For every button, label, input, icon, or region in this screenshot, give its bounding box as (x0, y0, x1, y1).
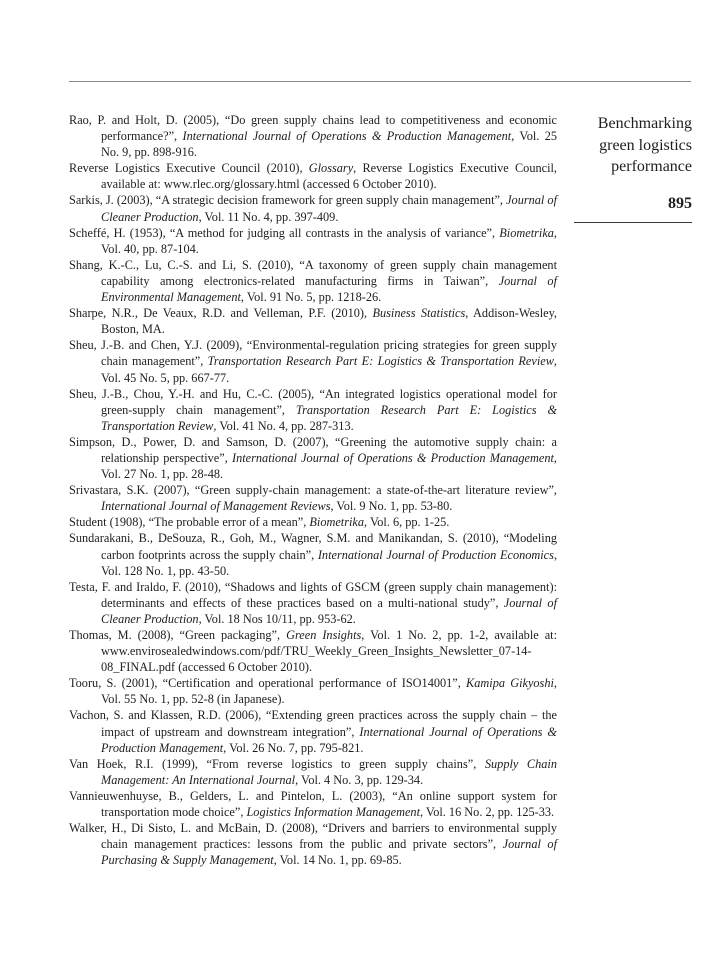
reference-entry (69, 530, 557, 578)
reference-text: Sheu, J.-B. and Chen, Y.J. (2009), “Environmental-regulation pricing strategies for green supply chain management”, (69, 338, 557, 369)
reference-text: Walker, H., Di Sisto, L. and McBain, D. (2008), “Drivers and barriers to environmental supply chain management practices: lessons from the public and private sectors”, (69, 821, 557, 852)
reference-text: Sundarakani, B., DeSouza, R., Goh, M., Wagner, S.M. and Manikandan, S. (2010), “Modeling carbon footprints across the supply chain”, (69, 531, 557, 562)
reference-text: , Vol. 6, pp. 1-25. (364, 515, 450, 530)
reference-source-title: Business Statistics (372, 306, 466, 321)
reference-text: Van Hoek, R.I. (1999), “From reverse logistics to green supply chains”, (69, 756, 485, 771)
reference-entry (69, 482, 557, 514)
reference-text: Scheffé, H. (1953), “A method for judging all contrasts in the analysis of variance”, (69, 225, 500, 240)
reference-entry (69, 707, 557, 755)
reference-source-title: Logistics Information Management (246, 805, 420, 820)
reference-entry (69, 225, 557, 257)
reference-text: , Vol. 26 No. 7, pp. 795-821. (223, 740, 364, 755)
running-title-line: Benchmarking (597, 115, 692, 132)
reference-list (69, 112, 557, 868)
reference-text: Testa, F. and Iraldo, F. (2010), “Shadows and lights of GSCM (green supply chain management): determinants and effects of these practices based on a multi-national study”, (69, 579, 557, 610)
reference-entry (69, 337, 557, 385)
reference-text: Simpson, D., Power, D. and Samson, D. (2007), “Greening the automotive supply chain: a relationship perspective”, (69, 434, 557, 465)
reference-text: , Vol. 40, pp. 87-104. (101, 225, 557, 256)
reference-entry (69, 112, 557, 160)
reference-source-title: Transportation Research Part E: Logistics & Transportation Review (207, 354, 554, 369)
reference-text: , Vol. 128 No. 1, pp. 43-50. (101, 547, 558, 578)
reference-source-title: International Journal of Operations & Production Management (232, 450, 554, 465)
reference-text: Student (1908), “The probable error of a mean”, (69, 515, 310, 530)
reference-source-title: Glossary (308, 161, 354, 176)
reference-entry (69, 820, 557, 868)
reference-text: Sheu, J.-B., Chou, Y.-H. and Hu, C.-C. (2005), “An integrated logistics operational model for green-supply chain management”, (69, 386, 557, 417)
top-rule (69, 81, 691, 82)
reference-text: Vannieuwenhuyse, B., Gelders, L. and Pintelon, L. (2003), “An online support system for transportation mode choice”, (69, 788, 557, 820)
reference-source-title: International Journal of Management Reviews (101, 499, 331, 514)
reference-text: , Vol. 1 No. 2, pp. 1-2, available at: www.envirosealedwindows.com/pdf/TRU_Weekly_Green_Insights_Newsletter_07-14-08_FINAL.pdf (accessed 6 October 2010). (101, 628, 557, 675)
reference-entry (69, 514, 557, 530)
reference-entry (69, 434, 557, 482)
reference-text: Tooru, S. (2001), “Certification and operational performance of ISO14001”, (69, 676, 467, 691)
reference-text: , Vol. 25 No. 9, pp. 898-916. (101, 129, 557, 160)
reference-source-title: International Journal of Operations & Production Management (182, 129, 512, 144)
reference-source-title: Biometrika (309, 515, 365, 530)
reference-entry (69, 192, 557, 224)
reference-text: , Vol. 9 No. 1, pp. 53-80. (330, 499, 453, 514)
reference-entry (69, 305, 557, 337)
reference-source-title: Journal of Cleaner Production (101, 595, 557, 626)
reference-entry (69, 160, 557, 192)
reference-entry (69, 756, 557, 788)
reference-entry (69, 627, 557, 675)
reference-text: Srivastara, S.K. (2007), “Green supply-chain management: a state-of-the-art literature review”, (69, 483, 557, 498)
reference-text: Sarkis, J. (2003), “A strategic decision framework for green supply chain management”, (69, 193, 507, 208)
reference-source-title: Supply Chain Management: An International Journal (101, 756, 557, 787)
reference-text: , Vol. 55 No. 1, pp. 52-8 (in Japanese). (101, 676, 557, 707)
reference-source-title: International Journal of Production Economics (317, 547, 554, 562)
reference-text: Sharpe, N.R., De Veaux, R.D. and Velleman, P.F. (2010), (69, 306, 373, 321)
reference-text: Reverse Logistics Executive Council (2010), (69, 161, 309, 176)
running-title-line: performance (611, 158, 692, 175)
reference-entry (69, 257, 557, 305)
reference-source-title: International Journal of Operations & Production Management (101, 724, 557, 755)
page-number: 895 (574, 195, 692, 223)
reference-entry (69, 386, 557, 434)
reference-text: , Vol. 4 No. 3, pp. 129-34. (295, 772, 424, 787)
reference-source-title: Transportation Research Part E: Logistics & Transportation Review (101, 402, 558, 433)
reference-source-title: Biometrika (499, 225, 554, 240)
reference-text: Shang, K.-C., Lu, C.-S. and Li, S. (2010), “A taxonomy of green supply chain management capability among electronics-related manufacturing firms in Taiwan”, (69, 257, 557, 288)
reference-source-title: Green Insights (286, 628, 362, 642)
reference-source-title: Journal of Purchasing & Supply Management (101, 837, 557, 868)
reference-text: , Addison-Wesley, Boston, MA. (101, 306, 557, 337)
reference-text: , Vol. 91 No. 5, pp. 1218-26. (240, 290, 382, 305)
running-title-line: green logistics (599, 136, 692, 154)
reference-entry (69, 788, 557, 820)
running-title (574, 113, 692, 178)
reference-source-title: Kamipa Gikyoshi (466, 676, 554, 691)
reference-text: , Vol. 41 No. 4, pp. 287-313. (213, 418, 354, 433)
reference-text: Vachon, S. and Klassen, R.D. (2006), “Extending green practices across the supply chain – the impact of upstream and downstream integration”, (69, 708, 557, 739)
reference-text: , Vol. 11 No. 4, pp. 397-409. (198, 209, 339, 224)
reference-text: Thomas, M. (2008), “Green packaging”, (69, 628, 287, 642)
reference-text: Rao, P. and Holt, D. (2005), “Do green supply chains lead to competitiveness and economic performance?”, (69, 113, 557, 144)
reference-source-title: Journal of Environmental Management (101, 273, 557, 305)
reference-entry (69, 579, 557, 627)
reference-text: , Vol. 14 No. 1, pp. 69-85. (273, 853, 402, 868)
sidebar (574, 113, 692, 223)
reference-text: , Vol. 18 Nos 10/11, pp. 953-62. (198, 611, 356, 626)
reference-text: , Reverse Logistics Executive Council, available at: www.rlec.org/glossary.html (accessed 6 October 2010). (101, 161, 557, 192)
reference-text: , Vol. 16 No. 2, pp. 125-33. (419, 805, 555, 820)
reference-text: , Vol. 45 No. 5, pp. 667-77. (101, 354, 557, 385)
reference-entry (69, 675, 557, 707)
reference-text: , Vol. 27 No. 1, pp. 28-48. (101, 450, 557, 482)
reference-source-title: Journal of Cleaner Production (101, 193, 557, 224)
